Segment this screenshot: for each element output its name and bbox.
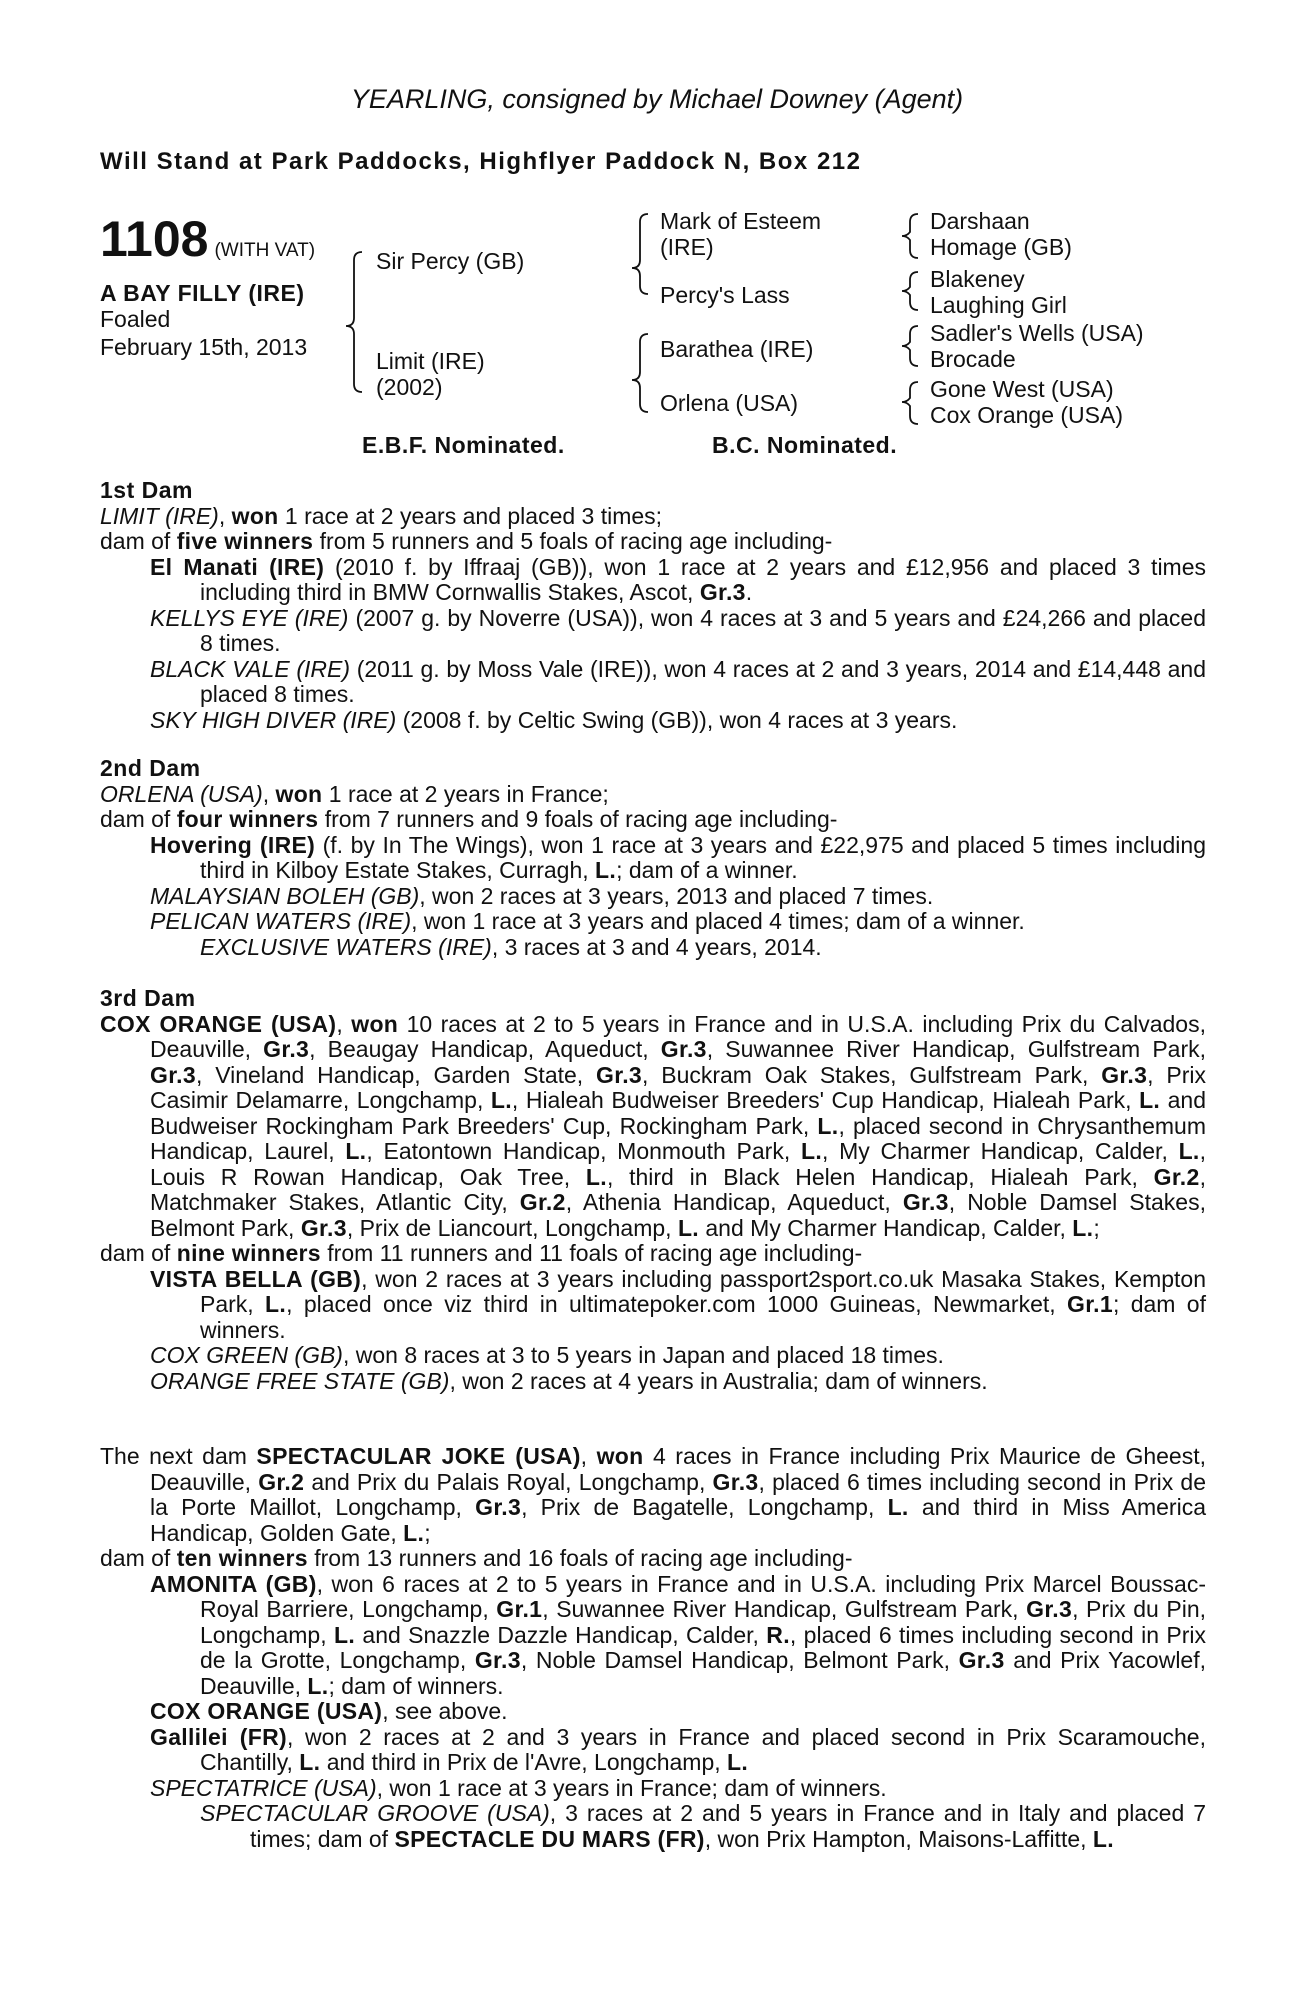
foaled-label: Foaled [100,306,171,332]
ancestor-7: Gone West (USA) [930,376,1114,402]
list-item: PELICAN WATERS (IRE), won 1 race at 3 years and placed 4 times; dam of a winner. [150,908,1025,934]
third-dam-produce: dam of nine winners from 11 runners and 11 foals of racing age including- [100,1240,863,1266]
third-dam-section [100,986,1206,1394]
sire-dam: Percy's Lass [660,282,790,308]
first-dam-summary: LIMIT (IRE), won 1 race at 2 years and placed 3 times; [100,502,663,529]
pedigree-brackets [0,0,1314,460]
list-item: SPECTACULAR GROOVE (USA), 3 races at 2 and 5 years in France and in Italy and placed 7 times; dam of SPECTACLE DU MARS (FR), won Prix Hampton, Maisons-Laffitte, L. [200,1800,1206,1852]
ancestor-4: Laughing Girl [930,292,1067,318]
second-dam-summary: ORLENA (USA), won 1 race at 2 years in France; [100,780,609,807]
lot-number: 1108 [100,211,209,267]
bracket-sire [632,214,648,294]
foaled-date: February 15th, 2013 [100,334,308,360]
sire: Sir Percy (GB) [376,248,525,274]
vat-label: (WITH VAT) [214,240,316,261]
ancestor-2: Homage (GB) [930,234,1072,260]
bracket-main [346,252,362,392]
list-item: SKY HIGH DIVER (IRE) (2008 f. by Celtic Swing (GB)), won 4 races at 3 years. [150,706,958,733]
list-item: COX ORANGE (USA), see above. [150,1698,508,1724]
next-dam-summary: The next dam SPECTACULAR JOKE (USA), won 4 races in France including Prix Maurice de Gheest, Deauville, Gr.2 and Prix du Palais Royal, Longchamp, Gr.3, placed 6 times including second in Prix de la Porte Maillot, Longchamp, Gr.3, Prix de Bagatelle, Longchamp, L. and third in Miss America Handicap, Golden Gate, L.; [100,1443,1207,1546]
bracket-g78 [902,382,918,424]
ebf-nomination: E.B.F. Nominated. [362,432,565,458]
first-dam-title: 1st Dam [100,477,193,503]
ancestor-6: Brocade [930,346,1016,372]
second-dam-section [100,756,1206,960]
list-item: MALAYSIAN BOLEH (GB), won 2 races at 3 years, 2013 and placed 7 times. [150,882,934,909]
list-item: BLACK VALE (IRE) (2011 g. by Moss Vale (IRE)), won 4 races at 2 and 3 years, 2014 and £14,448 and placed 8 times. [150,655,1206,707]
first-dam-section [100,478,1206,733]
list-item: KELLYS EYE (IRE) (2007 g. by Noverre (USA)), won 4 races at 3 and 5 years and £24,266 and placed 8 times. [150,604,1207,656]
list-item: Gallilei (FR), won 2 races at 2 and 3 years in France and placed second in Prix Scaramouche, Chantilly, L. and third in Prix de l'Avre, Longchamp, L. [150,1723,1206,1775]
sire-sire-line2: (IRE) [660,234,714,260]
dam-sire: Barathea (IRE) [660,336,814,362]
ancestor-1: Darshaan [930,208,1030,234]
list-item: SPECTATRICE (USA), won 1 race at 3 years in France; dam of winners. [150,1774,887,1801]
next-dam-produce: dam of ten winners from 13 runners and 16 foals of racing age including- [100,1545,853,1571]
first-dam-produce: dam of five winners from 5 runners and 5 foals of racing age including- [100,528,833,554]
stand-location: Will Stand at Park Paddocks, Highflyer Paddock N, Box 212 [100,148,862,175]
bracket-dam [632,334,648,412]
next-dam-section [100,1444,1206,1852]
list-item: VISTA BELLA (GB), won 2 races at 3 years including passport2sport.co.uk Masaka Stakes, Kempton Park, L., placed once viz third in ultimatepoker.com 1000 Guineas, Newmarket, Gr.1; dam of winners. [150,1265,1206,1343]
bracket-g56 [902,326,918,366]
list-item: EXCLUSIVE WATERS (IRE), 3 races at 3 and 4 years, 2014. [200,933,822,960]
list-item: Hovering (IRE) (f. by In The Wings), won 1 race at 3 years and £22,975 and placed 5 times including third in Kilboy Estate Stakes, Curragh, L.; dam of a winner. [150,831,1206,883]
list-item: El Manati (IRE) (2010 f. by Iffraaj (GB)), won 1 race at 2 years and £12,956 and placed 3 times including third in BMW Cornwallis Stakes, Ascot, Gr.3. [150,553,1206,605]
second-dam-produce: dam of four winners from 7 runners and 9 foals of racing age including- [100,806,838,832]
third-dam-summary: COX ORANGE (USA), won 10 races at 2 to 5 years in France and in U.S.A. including Prix du Calvados, Deauville, Gr.3, Beaugay Handicap, Aqueduct, Gr.3, Suwannee River Handicap, Gulfstream Park, Gr.3, Vineland Handicap, Garden State, Gr.3, Buckram Oak Stakes, Gulfstream Park, Gr.3, Prix Casimir Delamarre, Longchamp, L., Hialeah Budweiser Breeders' Cup Handicap, Hialeah Park, L. and Budweiser Rockingham Park Breeders' Cup, Rockingham Park, L., placed second in Chrysanthemum Handicap, Laurel, L., Eatontown Handicap, Monmouth Park, L., My Charmer Handicap, Calder, L., Louis R Rowan Handicap, Oak Tree, L., third in Black Helen Handicap, Hialeah Park, Gr.2, Matchmaker Stakes, Atlantic City, Gr.2, Athenia Handicap, Aqueduct, Gr.3, Noble Damsel Stakes, Belmont Park, Gr.3, Prix de Liancourt, Longchamp, L. and My Charmer Handicap, Calder, L.; [100,1010,1207,1241]
sire-sire-line1: Mark of Esteem [660,208,822,234]
ancestor-5: Sadler's Wells (USA) [930,320,1144,346]
bracket-g34 [902,272,918,310]
list-item: ORANGE FREE STATE (GB), won 2 races at 4 years in Australia; dam of winners. [150,1367,988,1394]
ancestor-8: Cox Orange (USA) [930,402,1124,428]
dam-name: Limit (IRE) [376,348,485,374]
dam-dam: Orlena (USA) [660,390,799,416]
list-item: AMONITA (GB), won 6 races at 2 to 5 years in France and in U.S.A. including Prix Marcel Boussac-Royal Barriere, Longchamp, Gr.1, Suwannee River Handicap, Gulfstream Park, Gr.3, Prix du Pin, Longchamp, L. and Snazzle Dazzle Handicap, Calder, R., placed 6 times including second in Prix de la Grotte, Longchamp, Gr.3, Noble Damsel Handicap, Belmont Park, Gr.3 and Prix Yacowlef, Deauville, L.; dam of winners. [150,1570,1207,1699]
list-item: COX GREEN (GB), won 8 races at 3 to 5 years in Japan and placed 18 times. [150,1342,944,1368]
ancestor-3: Blakeney [930,266,1025,292]
dam-year: (2002) [376,374,443,400]
second-dam-title: 2nd Dam [100,755,201,781]
bc-nomination: B.C. Nominated. [712,432,898,458]
bracket-g12 [902,214,918,258]
lot-name: A BAY FILLY (IRE) [100,280,305,306]
consignment-title: YEARLING, consigned by Michael Downey (Agent) [350,84,964,114]
third-dam-title: 3rd Dam [100,985,196,1011]
